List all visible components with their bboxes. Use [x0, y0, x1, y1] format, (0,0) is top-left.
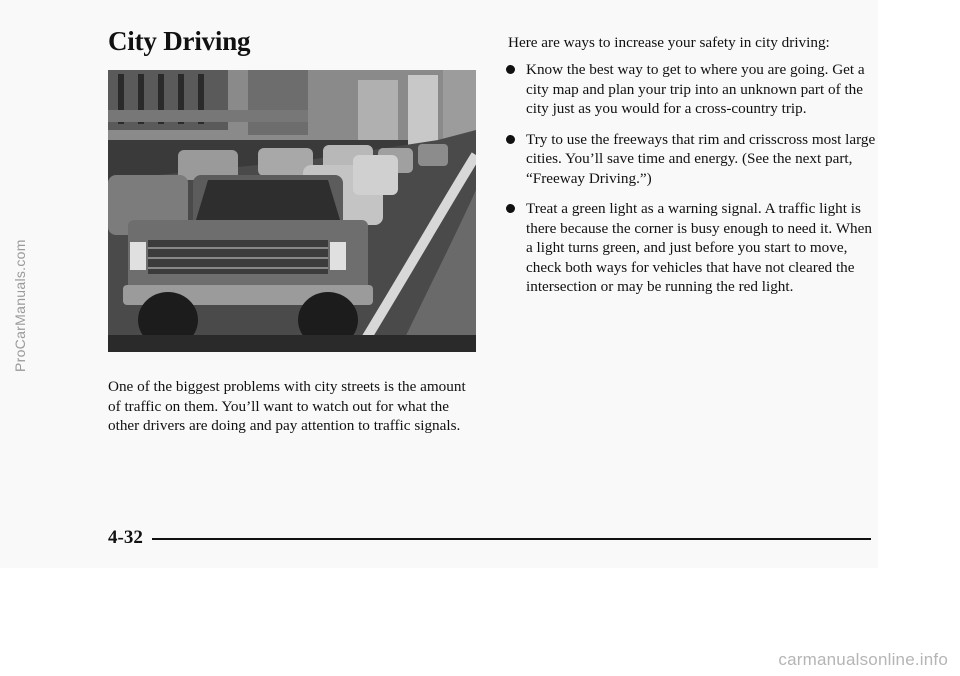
list-item: [506, 199, 876, 297]
list-item-text: Treat a green light as a warning signal. A traffic light is there because the corner is busy enough to need it. When a light turns green, and just before you start to move, check both ways for vehicles that have not cleared the intersection or may be running the red light.: [526, 200, 872, 295]
safety-tips-list: [506, 60, 876, 308]
list-item: [506, 130, 876, 189]
intro-paragraph: One of the biggest problems with city streets is the amount of traffic on them. You’ll want to watch out for what the other drivers are doing and pay attention to traffic signals.: [108, 378, 466, 434]
tips-intro: Here are ways to increase your safety in city driving:: [508, 34, 830, 51]
footer-watermark: carmanualsonline.info: [778, 650, 948, 669]
list-item-text: Know the best way to get to where you are going. Get a city map and plan your trip into an unknown part of the city just as you would for a cross-country trip.: [526, 61, 865, 117]
side-watermark: ProCarManuals.com: [12, 239, 28, 372]
bullet-icon: [506, 204, 515, 213]
list-item: [506, 60, 876, 119]
traffic-photo: [108, 70, 476, 352]
footer-rule: [152, 538, 871, 540]
bullet-icon: [506, 135, 515, 144]
bullet-icon: [506, 65, 515, 74]
list-item-text: Try to use the freeways that rim and crisscross most large cities. You’ll save time and energy. (See the next part, “Freeway Driving.”): [526, 130, 876, 187]
page-title: City Driving: [108, 26, 251, 56]
page-number: 4-32: [108, 527, 143, 548]
